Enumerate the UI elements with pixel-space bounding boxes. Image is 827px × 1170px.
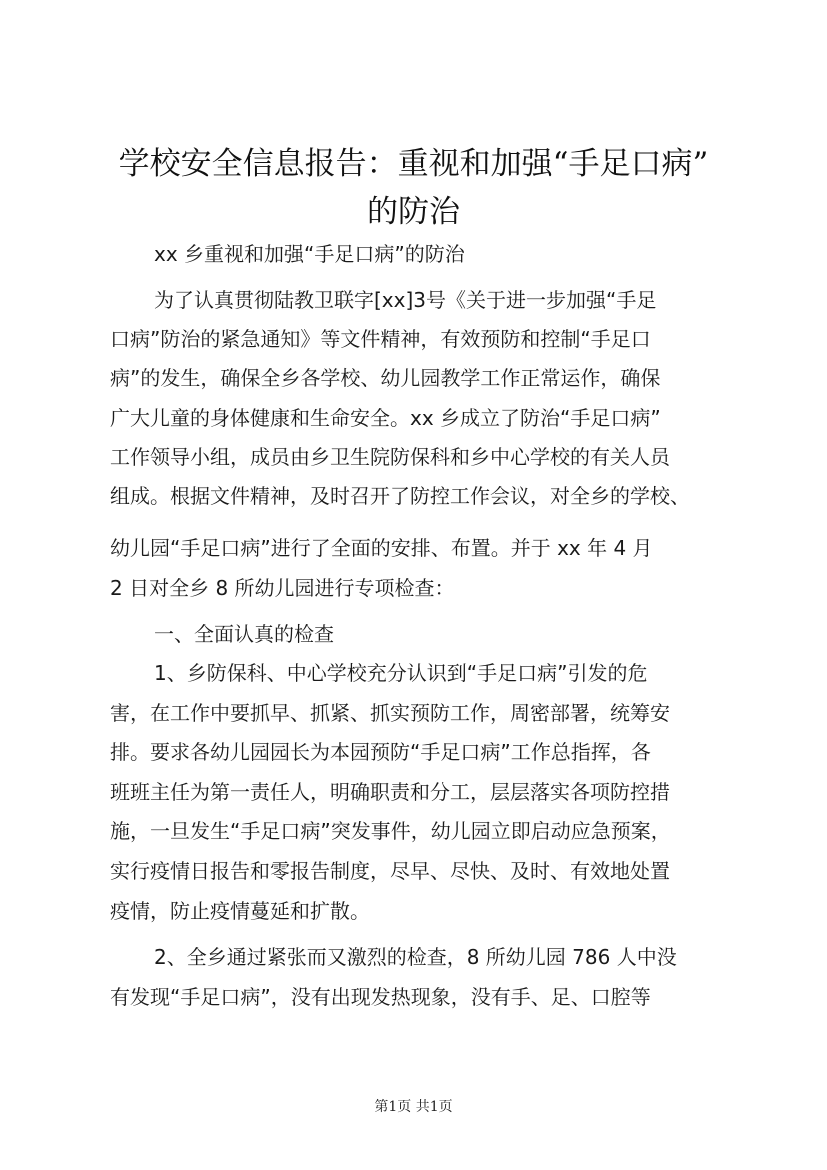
paragraph-line: 工作领导小组，成员由乡卫生院防保科和乡中心学校的有关人员: [110, 445, 670, 469]
paragraph-line: 1、乡防保科、中心学校充分认识到“手足口病”引发的危: [154, 661, 648, 685]
paragraph-line: 口病”防治的紧急通知》等文件精神，有效预防和控制“手足口: [110, 327, 651, 351]
document-title-line-1: 学校安全信息报告：重视和加强“手足口病”: [118, 146, 709, 182]
paragraph-line: 组成。根据文件精神，及时召开了防控工作会议，对全乡的学校、: [110, 484, 690, 508]
paragraph-line: 实行疫情日报告和零报告制度，尽早、尽快、及时、有效地处置: [110, 859, 670, 883]
paragraph-line: 为了认真贯彻陆教卫联字[xx]3号《关于进一步加强“手足: [154, 288, 657, 312]
page-footer: 第1页 共1页: [374, 1099, 453, 1115]
paragraph-line: 班班主任为第一责任人，明确职责和分工，层层落实各项防控措: [110, 780, 670, 804]
paragraph-line: 排。要求各幼儿园园长为本园预防“手足口病”工作总指挥，各: [110, 740, 651, 764]
paragraph-line: 广大儿童的身体健康和生命安全。xx 乡成立了防治“手足口病”: [110, 406, 661, 430]
paragraph-line: 疫情，防止疫情蔓延和扩散。: [110, 899, 370, 923]
subtitle-line: xx 乡重视和加强“手足口病”的防治: [154, 242, 465, 266]
section-heading: 一、全面认真的检查: [154, 622, 334, 646]
paragraph-line: 害，在工作中要抓早、抓紧、抓实预防工作，周密部署，统筹安: [110, 701, 670, 725]
paragraph-line: 2、全乡通过紧张而又激烈的检查，8 所幼儿园 786 人中没: [154, 945, 677, 969]
paragraph-line: 施，一旦发生“手足口病”突发事件，幼儿园立即启动应急预案，: [110, 819, 671, 843]
paragraph-line: 幼儿园“手足口病”进行了全面的安排、布置。并于 xx 年 4 月: [110, 536, 653, 560]
paragraph-line: 2 日对全乡 8 所幼儿园进行专项检查：: [110, 576, 455, 600]
document-title-line-2: 的防治: [367, 194, 460, 230]
paragraph-line: 有发现“手足口病”，没有出现发热现象，没有手、足、口腔等: [110, 985, 651, 1009]
paragraph-line: 病”的发生，确保全乡各学校、幼儿园教学工作正常运作，确保: [110, 366, 661, 390]
